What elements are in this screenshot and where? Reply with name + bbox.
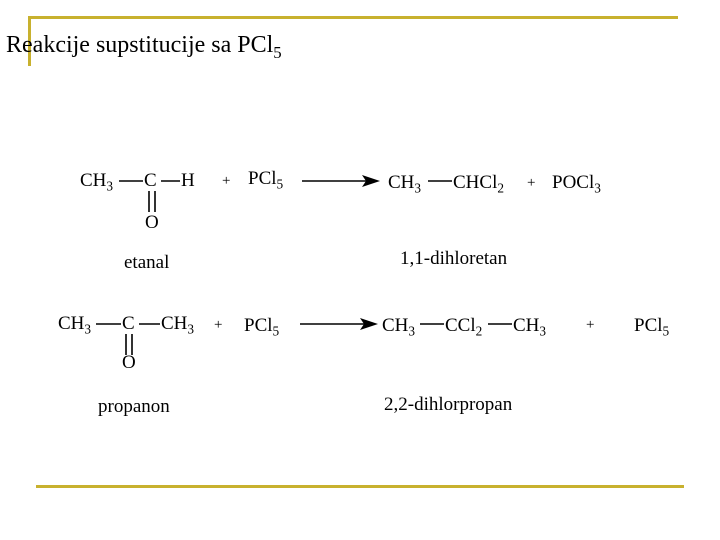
r1-reactant-name: etanal <box>124 252 170 273</box>
r1-product-chcl2: CHCl$_2$ <box>453 172 505 196</box>
r1-oxygen: O <box>145 212 159 233</box>
r2-plus-1: + <box>214 317 223 333</box>
r1-ch3: $CH_3$ <box>80 170 114 194</box>
r2-product-ccl2: CCl$_2$ <box>445 315 483 339</box>
r2-pcl5: PCl$_5$ <box>244 315 280 339</box>
r2-carbon: C <box>122 313 135 334</box>
r2-oxygen: O <box>122 352 136 373</box>
slide-title-subscript: 5 <box>273 42 282 62</box>
slide-title-text: Reakcije supstitucije sa PCl <box>6 32 274 58</box>
r1-plus-1: + <box>222 173 231 189</box>
r2-product-ch3-left: $CH_3$ <box>382 315 416 339</box>
r1-pcl5: PCl$_5$ <box>248 168 284 192</box>
r2-ch3-right: $CH_3$ <box>161 313 195 337</box>
r2-product-ch3-right: $CH_3$ <box>513 315 547 339</box>
r2-ch3-left: $CH_3$ <box>58 313 92 337</box>
r2-product-name: 2,2-dihlorpropan <box>384 394 513 415</box>
r1-carbon: C <box>144 170 157 191</box>
r1-pocl3: POCl$_3$ <box>552 172 601 196</box>
r1-plus-2: + <box>527 175 536 191</box>
r2-pcl5-product: PCl$_5$ <box>634 315 670 339</box>
r1-product-name: 1,1-dihloretan <box>400 248 508 269</box>
r1-product-ch3: $CH_3$ <box>388 172 422 196</box>
r2-reactant-name: propanon <box>98 396 170 417</box>
r2-plus-2: + <box>586 317 595 333</box>
r1-hydrogen: H <box>181 170 195 191</box>
